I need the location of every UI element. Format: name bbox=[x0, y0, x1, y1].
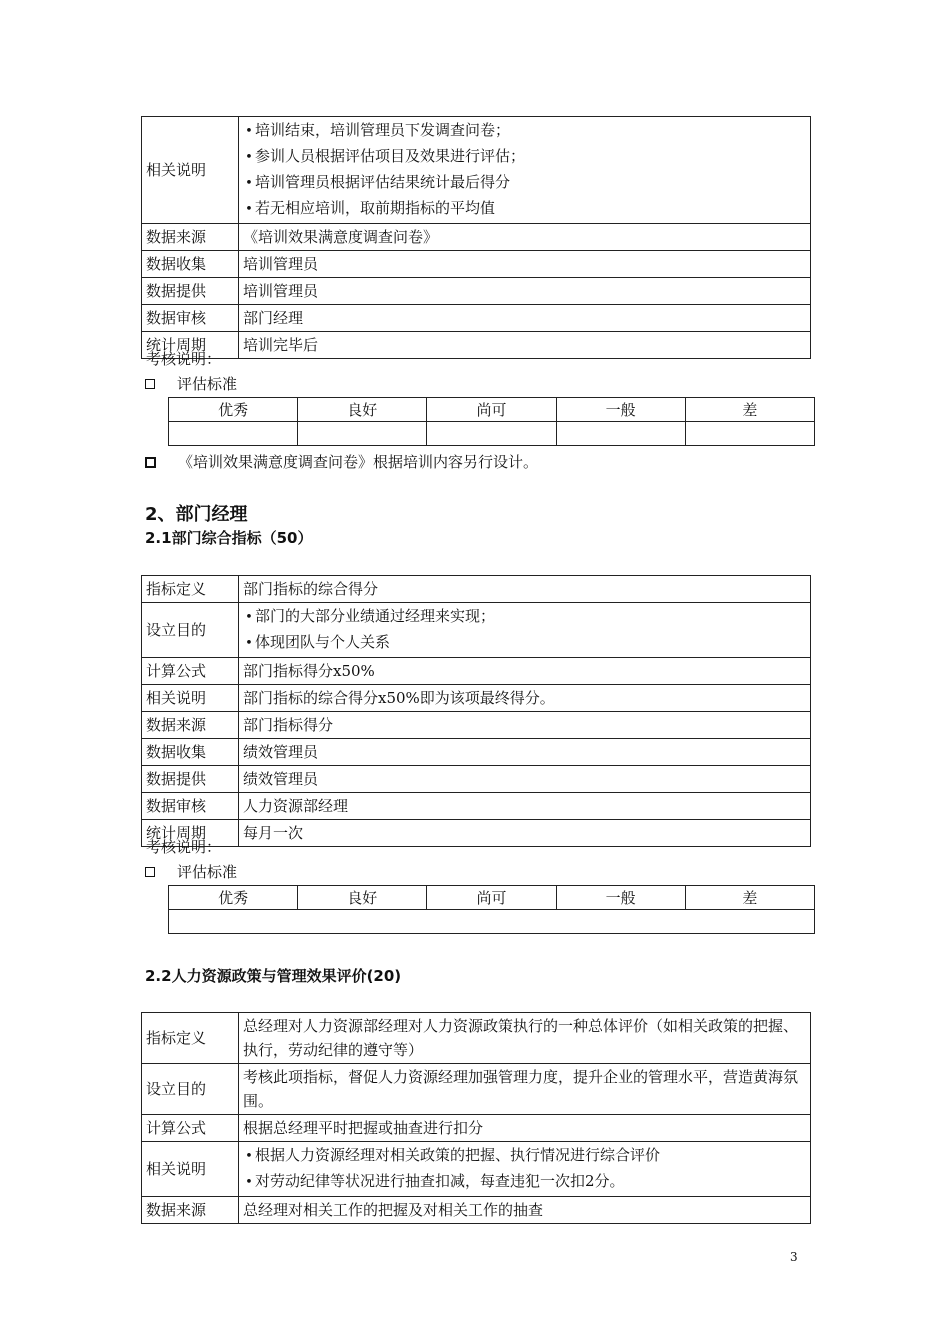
row-key: 数据提供 bbox=[142, 766, 239, 793]
row-key: 相关说明 bbox=[142, 685, 239, 712]
row-key: 统计周期 bbox=[142, 332, 239, 359]
grade-cell: 优秀 bbox=[169, 886, 298, 910]
row-key: 数据收集 bbox=[142, 251, 239, 278]
grade-cell: 一般 bbox=[556, 398, 685, 422]
table-row bbox=[142, 332, 811, 359]
bullet-item: • 培训管理员根据评估结果统计最后得分 bbox=[243, 170, 806, 196]
row-key: 计算公式 bbox=[142, 658, 239, 685]
table-row bbox=[142, 766, 811, 793]
grade-cell: 一般 bbox=[556, 886, 685, 910]
bullet-item: • 部门的大部分业绩通过经理来实现； bbox=[243, 604, 806, 630]
checkbox-icon bbox=[145, 379, 155, 389]
row-value: 部门指标得分 bbox=[239, 712, 811, 739]
row-key: 数据收集 bbox=[142, 739, 239, 766]
row-value: 人力资源部经理 bbox=[239, 793, 811, 820]
grade-cell: 尚可 bbox=[427, 886, 556, 910]
row-key: 数据审核 bbox=[142, 793, 239, 820]
table-row bbox=[142, 685, 811, 712]
row-key: 数据来源 bbox=[142, 1197, 239, 1224]
row-value: 绩效管理员 bbox=[239, 766, 811, 793]
section-heading: 2、部门经理 bbox=[145, 504, 248, 525]
table-row bbox=[142, 1142, 811, 1197]
table-row bbox=[142, 576, 811, 603]
row-value: 部门经理 bbox=[239, 305, 811, 332]
bullet-item: • 根据人力资源经理对相关政策的把握、执行情况进行综合评价 bbox=[243, 1143, 806, 1169]
assess-label: 考核说明： bbox=[146, 838, 222, 856]
row-key: 数据来源 bbox=[142, 224, 239, 251]
row-key: 指标定义 bbox=[142, 1013, 239, 1064]
row-key: 相关说明 bbox=[142, 1142, 239, 1197]
grade-cell: 差 bbox=[685, 398, 814, 422]
row-key: 数据来源 bbox=[142, 712, 239, 739]
standard-line bbox=[145, 373, 237, 395]
row-value: 部门指标的综合得分x50%即为该项最终得分。 bbox=[239, 685, 811, 712]
row-key: 设立目的 bbox=[142, 1064, 239, 1115]
assess-label: 考核说明： bbox=[146, 350, 222, 368]
table-row bbox=[142, 224, 811, 251]
table-row bbox=[142, 739, 811, 766]
row-key: 计算公式 bbox=[142, 1115, 239, 1142]
section21-table bbox=[141, 575, 811, 847]
grade-table bbox=[168, 885, 815, 934]
table-row bbox=[142, 658, 811, 685]
row-value: 培训完毕后 bbox=[239, 332, 811, 359]
table-row bbox=[142, 305, 811, 332]
table-row bbox=[142, 712, 811, 739]
row-value: 培训管理员 bbox=[239, 278, 811, 305]
row-value bbox=[239, 1142, 811, 1197]
row-value: 总经理对人力资源部经理对人力资源政策执行的一种总体评价（如相关政策的把握、执行，劳动纪律的遵守等） bbox=[239, 1013, 811, 1064]
row-value: 部门指标得分x50% bbox=[239, 658, 811, 685]
table-row bbox=[142, 820, 811, 847]
row-key: 数据提供 bbox=[142, 278, 239, 305]
row-value bbox=[239, 117, 811, 224]
table-row bbox=[142, 251, 811, 278]
table-row bbox=[142, 1115, 811, 1142]
grade-header-row bbox=[169, 398, 815, 422]
table-row bbox=[142, 793, 811, 820]
grade-table bbox=[168, 397, 815, 446]
table-row bbox=[142, 1197, 811, 1224]
grade-cell: 良好 bbox=[298, 886, 427, 910]
bullet-item: • 体现团队与个人关系 bbox=[243, 630, 806, 656]
bullet-item: • 对劳动纪律等状况进行抽查扣减，每查违犯一次扣2分。 bbox=[243, 1169, 806, 1195]
table-row bbox=[142, 603, 811, 658]
grade-empty-row bbox=[169, 422, 815, 446]
footnote-line bbox=[145, 451, 538, 473]
subsection-heading: 2.1部门综合指标（50） bbox=[145, 529, 313, 547]
checkbox-icon bbox=[145, 457, 156, 468]
row-value: 绩效管理员 bbox=[239, 739, 811, 766]
grade-cell: 差 bbox=[685, 886, 814, 910]
standard-label: 评估标准 bbox=[177, 863, 238, 881]
footnote-text: 《培训效果满意度调查问卷》根据培训内容另行设计。 bbox=[178, 453, 539, 471]
section1-table bbox=[141, 116, 811, 359]
bullet-item: • 参训人员根据评估项目及效果进行评估； bbox=[243, 144, 806, 170]
grade-cell: 良好 bbox=[298, 398, 427, 422]
standard-label: 评估标准 bbox=[177, 375, 238, 393]
row-value bbox=[239, 603, 811, 658]
standard-line bbox=[145, 861, 237, 883]
grade-header-row bbox=[169, 886, 815, 910]
table-row bbox=[142, 1064, 811, 1115]
bullet-item: • 培训结束，培训管理员下发调查问卷； bbox=[243, 118, 806, 144]
section22-table bbox=[141, 1012, 811, 1224]
subsection-heading: 2.2人力资源政策与管理效果评价(20) bbox=[145, 967, 402, 985]
row-value: 《培训效果满意度调查问卷》 bbox=[239, 224, 811, 251]
row-value: 考核此项指标，督促人力资源经理加强管理力度，提升企业的管理水平，营造黄海氛围。 bbox=[239, 1064, 811, 1115]
page-number: 3 bbox=[790, 1250, 798, 1264]
bullet-item: • 若无相应培训，取前期指标的平均值 bbox=[243, 196, 806, 222]
row-value: 培训管理员 bbox=[239, 251, 811, 278]
row-value: 总经理对相关工作的把握及对相关工作的抽查 bbox=[239, 1197, 811, 1224]
row-value: 根据总经理平时把握或抽查进行扣分 bbox=[239, 1115, 811, 1142]
row-value: 每月一次 bbox=[239, 820, 811, 847]
grade-cell: 优秀 bbox=[169, 398, 298, 422]
table-row bbox=[142, 1013, 811, 1064]
row-key: 统计周期 bbox=[142, 820, 239, 847]
row-key: 数据审核 bbox=[142, 305, 239, 332]
row-key: 设立目的 bbox=[142, 603, 239, 658]
row-key: 指标定义 bbox=[142, 576, 239, 603]
grade-cell: 尚可 bbox=[427, 398, 556, 422]
table-row bbox=[142, 117, 811, 224]
table-row bbox=[142, 278, 811, 305]
grade-empty-row bbox=[169, 910, 815, 934]
row-value: 部门指标的综合得分 bbox=[239, 576, 811, 603]
row-key: 相关说明 bbox=[142, 117, 239, 224]
checkbox-icon bbox=[145, 867, 155, 877]
